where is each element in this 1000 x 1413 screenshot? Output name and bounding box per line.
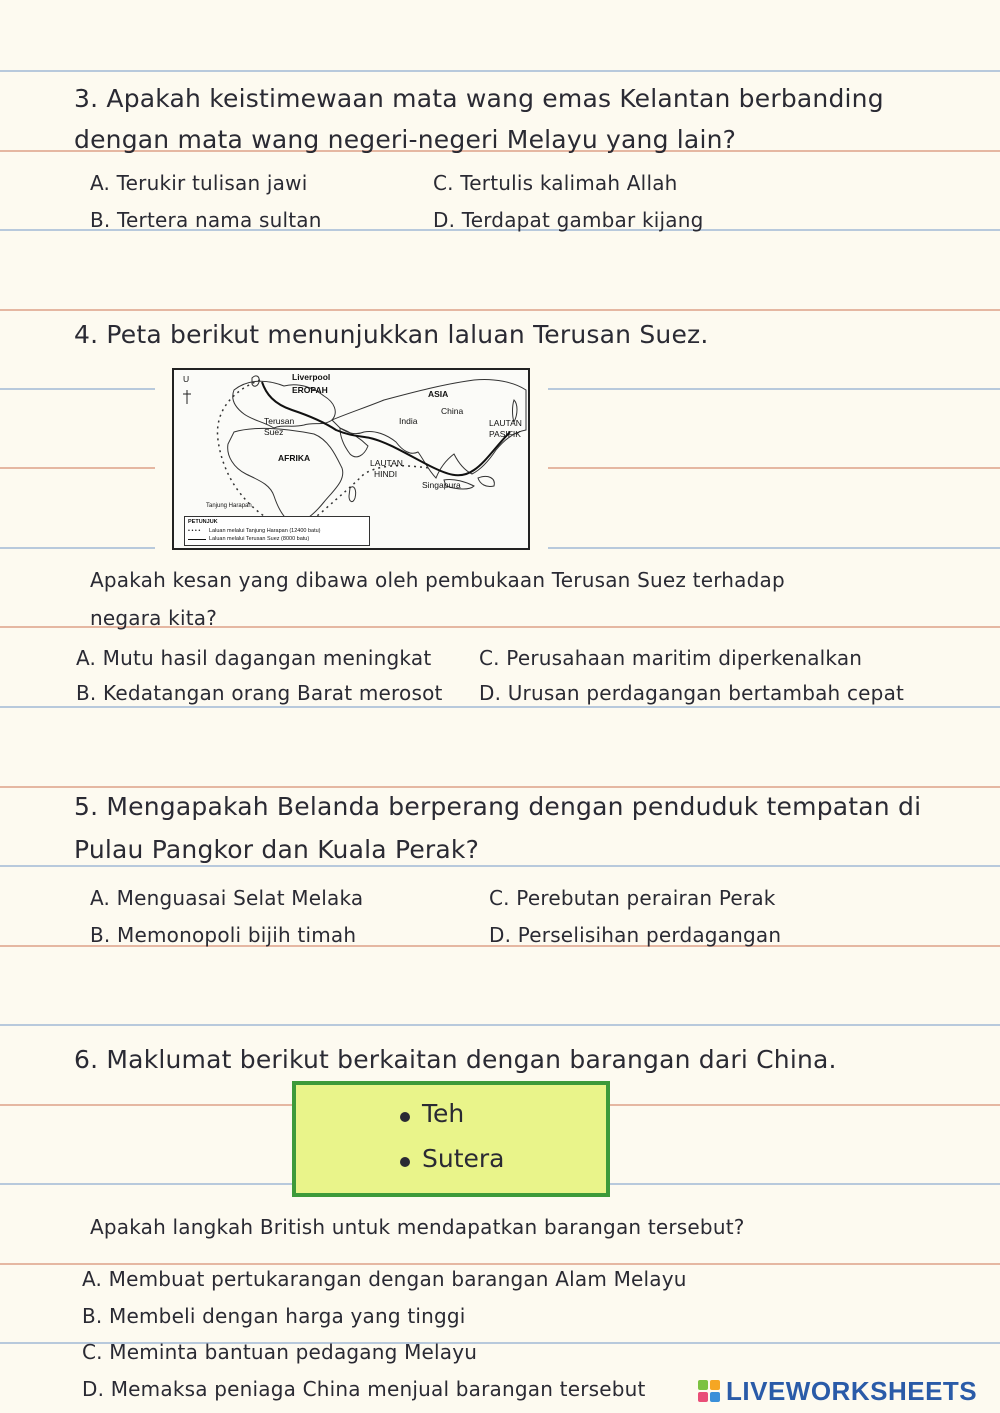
q3-stem-line2: dengan mata wang negeri-negeri Melayu yang lain? (74, 125, 737, 154)
map-label-afrika: AFRIKA (278, 453, 311, 463)
ruled-line (0, 547, 155, 549)
q4-stem: 4. Peta berikut menunjukkan laluan Terusan Suez. (74, 320, 709, 349)
ruled-line (0, 309, 1000, 311)
q3-option-c[interactable]: C. Tertulis kalimah Allah (433, 171, 678, 195)
map-label-singapura: Singapura (422, 480, 461, 490)
bullet-icon (400, 1112, 410, 1122)
ruled-line (0, 1024, 1000, 1026)
map-label-india: India (399, 416, 418, 426)
map-legend (184, 516, 370, 546)
q6-option-a[interactable]: A. Membuat pertukarangan dengan barangan Alam Melayu (82, 1267, 687, 1291)
goods-item-sutera: Sutera (422, 1144, 505, 1173)
map-label-lautan-hindi: LAUTAN (370, 458, 403, 468)
brand-wordmark: LIVEWORKSHEETS (726, 1376, 978, 1406)
suez-canal-map (172, 368, 530, 550)
ruled-line (0, 70, 1000, 72)
q3-option-b[interactable]: B. Tertera nama sultan (90, 208, 322, 232)
ruled-line (548, 388, 1000, 390)
q4-option-a[interactable]: A. Mutu hasil dagangan meningkat (76, 646, 432, 670)
legend-solid-marker (188, 539, 206, 540)
legend-dotted-marker: • • • • (188, 528, 201, 534)
bullet-icon (400, 1157, 410, 1167)
ruled-line (0, 786, 1000, 788)
q5-option-b[interactable]: B. Memonopoli bijih timah (90, 923, 357, 947)
map-label-suez: Suez (264, 427, 284, 437)
map-label-liverpool: Liverpool (292, 372, 331, 382)
map-label-terusan: Terusan (264, 416, 295, 426)
q5-option-c[interactable]: C. Perebutan perairan Perak (489, 886, 776, 910)
q4-question-line1: Apakah kesan yang dibawa oleh pembukaan Terusan Suez terhadap (90, 568, 785, 592)
map-label-asia: ASIA (428, 389, 449, 399)
map-north-label: U (183, 374, 190, 384)
map-label-tanjung-harapan: Tanjung Harapan (206, 503, 252, 509)
q5-option-a[interactable]: A. Menguasai Selat Melaka (90, 886, 364, 910)
liveworksheets-logo-icon (698, 1380, 722, 1404)
q5-stem-line2: Pulau Pangkor dan Kuala Perak? (74, 835, 480, 864)
q6-option-d[interactable]: D. Memaksa peniaga China menjual barangan tersebut (82, 1377, 646, 1401)
legend-title: PETUNJUK (188, 519, 218, 525)
ruled-line (548, 547, 1000, 549)
ruled-line (548, 467, 1000, 469)
ruled-line (0, 1263, 1000, 1265)
ruled-line (0, 706, 1000, 708)
map-label-eropah: EROPAH (292, 385, 328, 395)
ruled-line (0, 865, 1000, 867)
q4-option-b[interactable]: B. Kedatangan orang Barat merosot (76, 681, 443, 705)
q5-option-d[interactable]: D. Perselisihan perdagangan (489, 923, 782, 947)
q3-option-a[interactable]: A. Terukir tulisan jawi (90, 171, 308, 195)
q6-option-b[interactable]: B. Membeli dengan harga yang tinggi (82, 1304, 466, 1328)
q4-question-line2: negara kita? (90, 606, 218, 630)
legend-suez-route: Laluan melalui Terusan Suez (8000 batu) (209, 536, 310, 542)
china-goods-box (292, 1081, 610, 1197)
q5-stem-line1: 5. Mengapakah Belanda berperang dengan penduduk tempatan di (74, 792, 922, 821)
liveworksheets-brand[interactable] (698, 1376, 996, 1408)
ruled-line (0, 467, 155, 469)
goods-item-teh: Teh (422, 1099, 465, 1128)
map-label-hindi: HINDI (374, 469, 398, 479)
ruled-line (0, 388, 155, 390)
q6-stem: 6. Maklumat berikut berkaitan dengan barangan dari China. (74, 1045, 837, 1074)
map-label-china: China (441, 406, 464, 416)
q4-option-d[interactable]: D. Urusan perdagangan bertambah cepat (479, 681, 905, 705)
map-label-pasifik: PASIFIK (489, 429, 521, 439)
q3-stem-line1: 3. Apakah keistimewaan mata wang emas Kelantan berbanding (74, 84, 884, 113)
legend-cape-route: Laluan melalui Tanjung Harapan (12400 batu) (209, 528, 321, 534)
map-label-lautan-pasifik: LAUTAN (489, 418, 522, 428)
q3-option-d[interactable]: D. Terdapat gambar kijang (433, 208, 704, 232)
q6-option-c[interactable]: C. Meminta bantuan pedagang Melayu (82, 1340, 478, 1364)
q6-question: Apakah langkah British untuk mendapatkan barangan tersebut? (90, 1215, 745, 1239)
q4-option-c[interactable]: C. Perusahaan maritim diperkenalkan (479, 646, 863, 670)
